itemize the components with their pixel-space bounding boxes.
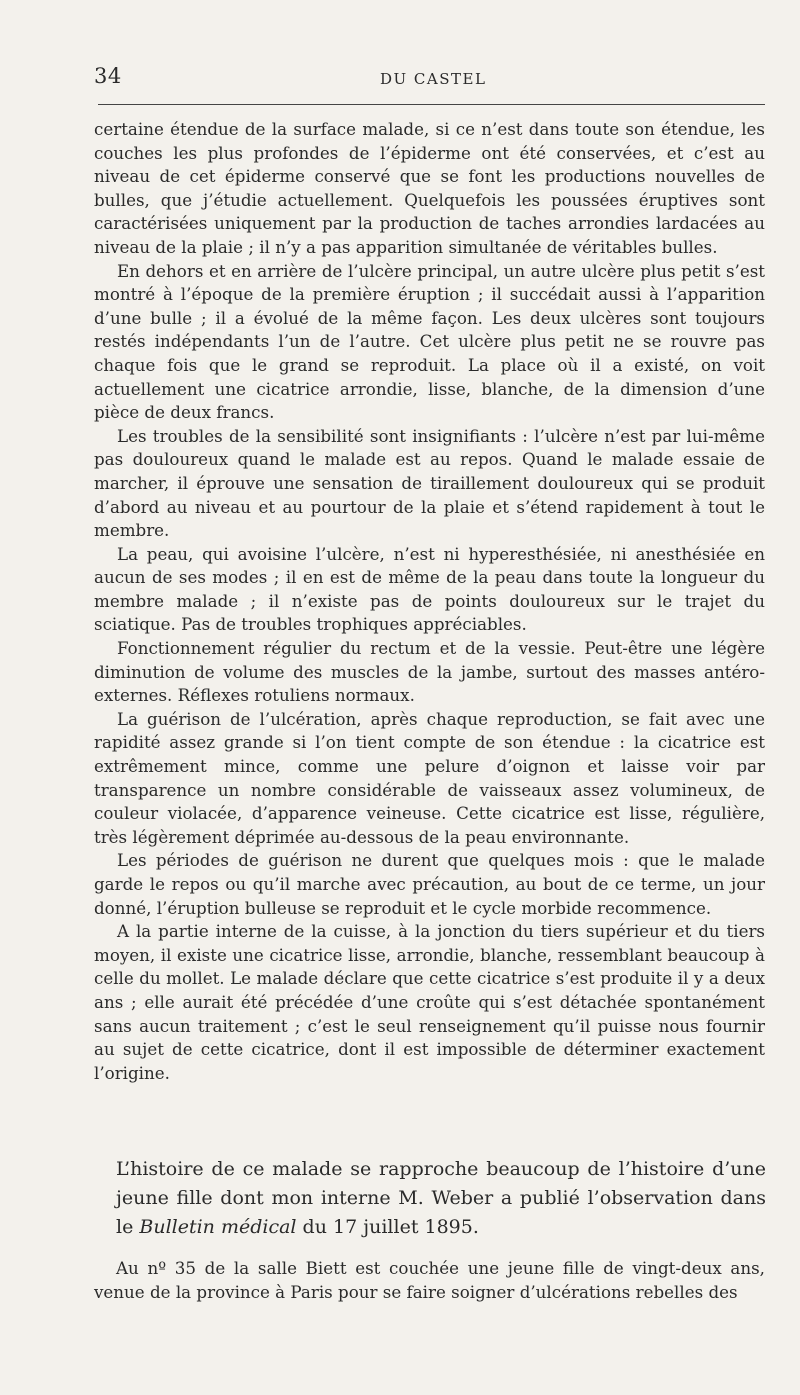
paragraph: Fonctionnement régulier du rectum et de la vessie. Peut-être une légère diminution de volume des muscles de la jambe, surtout des masses antéro-externes. Réflexes rotuliens normaux. [94, 638, 765, 706]
paragraph: La peau, qui avoisine l’ulcère, n’est ni hyperesthésiée, ni anesthésiée en aucun de ses modes ; il en est de même de la peau dans toute la longueur du membre malade ; il n’existe pas de points douloureux sur le trajet du sciatique. Pas de troubles trophiques appréciables. [94, 543, 765, 635]
running-head: DU CASTEL [380, 70, 487, 88]
journal-title: Bulletin médical [139, 1216, 297, 1238]
header-rule [98, 104, 765, 105]
body-text [94, 118, 765, 1085]
large-text-end: du 17 juillet 1895. [296, 1216, 479, 1238]
paragraph: A la partie interne de la cuisse, à la jonction du tiers supérieur et du tiers moyen, il existe une cicatrice lisse, arrondie, blanche, ressemblant beaucoup à celle du mollet. Le malade déclare que cette cicatrice s’est produite il y a deux ans ; elle aurait été précédée d’une croûte qui s’est détachée spontanément sans aucun traitement ; c’est le seul renseignement qu’il puisse nous fournir au sujet de cette cicatrice, dont il est impossible de déterminer exactement l’origine. [94, 921, 765, 1083]
paragraph: Au nº 35 de la salle Biett est couchée une jeune fille de vingt-deux ans, venue de la province à Paris pour se faire soigner d’ulcérations rebelles des [94, 1258, 765, 1302]
paragraph: La guérison de l’ulcération, après chaque reproduction, se fait avec une rapidité assez grande si l’on tient compte de son étendue : la cicatrice est extrêmement mince, comme une pelure d’oignon et laisse voir par transparence un nombre considérable de vaisseaux assez volumineux, de couleur violacée, d’apparence veineuse. Cette cicatrice est lisse, régulière, très légèrement déprimée au-dessous de la peau environnante. [94, 708, 765, 847]
large-text-start: L’histoire de ce malade se rapproche beaucoup de l’histoire d’une jeune fille dont mon interne M. Weber a publié l’observation dans le [116, 1158, 766, 1238]
paragraph: Les périodes de guérison ne durent que quelques mois : que le malade garde le repos ou qu’il marche avec précaution, au bout de ce terme, un jour donné, l’éruption bulleuse se reproduit et le cycle morbide recommence. [94, 850, 765, 918]
large-type-paragraph [116, 1155, 766, 1242]
paragraph: En dehors et en arrière de l’ulcère principal, un autre ulcère plus petit s’est montré à l’époque de la première éruption ; il succédait aussi à l’apparition d’une bulle ; il a évolué de la même façon. Les deux ulcères sont toujours restés indépendants l’un de l’autre. Cet ulcère plus petit ne se rouvre pas chaque fois que le grand se reproduit. La place où il a existé, on voit actuellement une cicatrice arrondie, lisse, blanche, de la dimension d’une pièce de deux francs. [94, 260, 765, 423]
final-text [94, 1256, 765, 1304]
paragraph: Les troubles de la sensibilité sont insignifiants : l’ulcère n’est par lui-même pas douloureux quand le malade est au repos. Quand le malade essaie de marcher, il éprouve une sensation de tiraillement douloureux qui se produit d’abord au niveau et au pourtour de la plaie et s’étend rapidement à tout le membre. [94, 425, 765, 541]
paragraph: certaine étendue de la surface malade, si ce n’est dans toute son étendue, les couches les plus profondes de l’épiderme ont été conservées, et c’est au niveau de cet épiderme conservé que se font les productions nouvelles de bulles, que j’étudie actuellement. Quelquefois les poussées éruptives sont caractérisées uniquement par la production de taches arrondies lardacées au niveau de la plaie ; il n’y a pas apparition simultanée de véritables bulles. [94, 119, 765, 257]
page-number: 34 [94, 64, 122, 88]
